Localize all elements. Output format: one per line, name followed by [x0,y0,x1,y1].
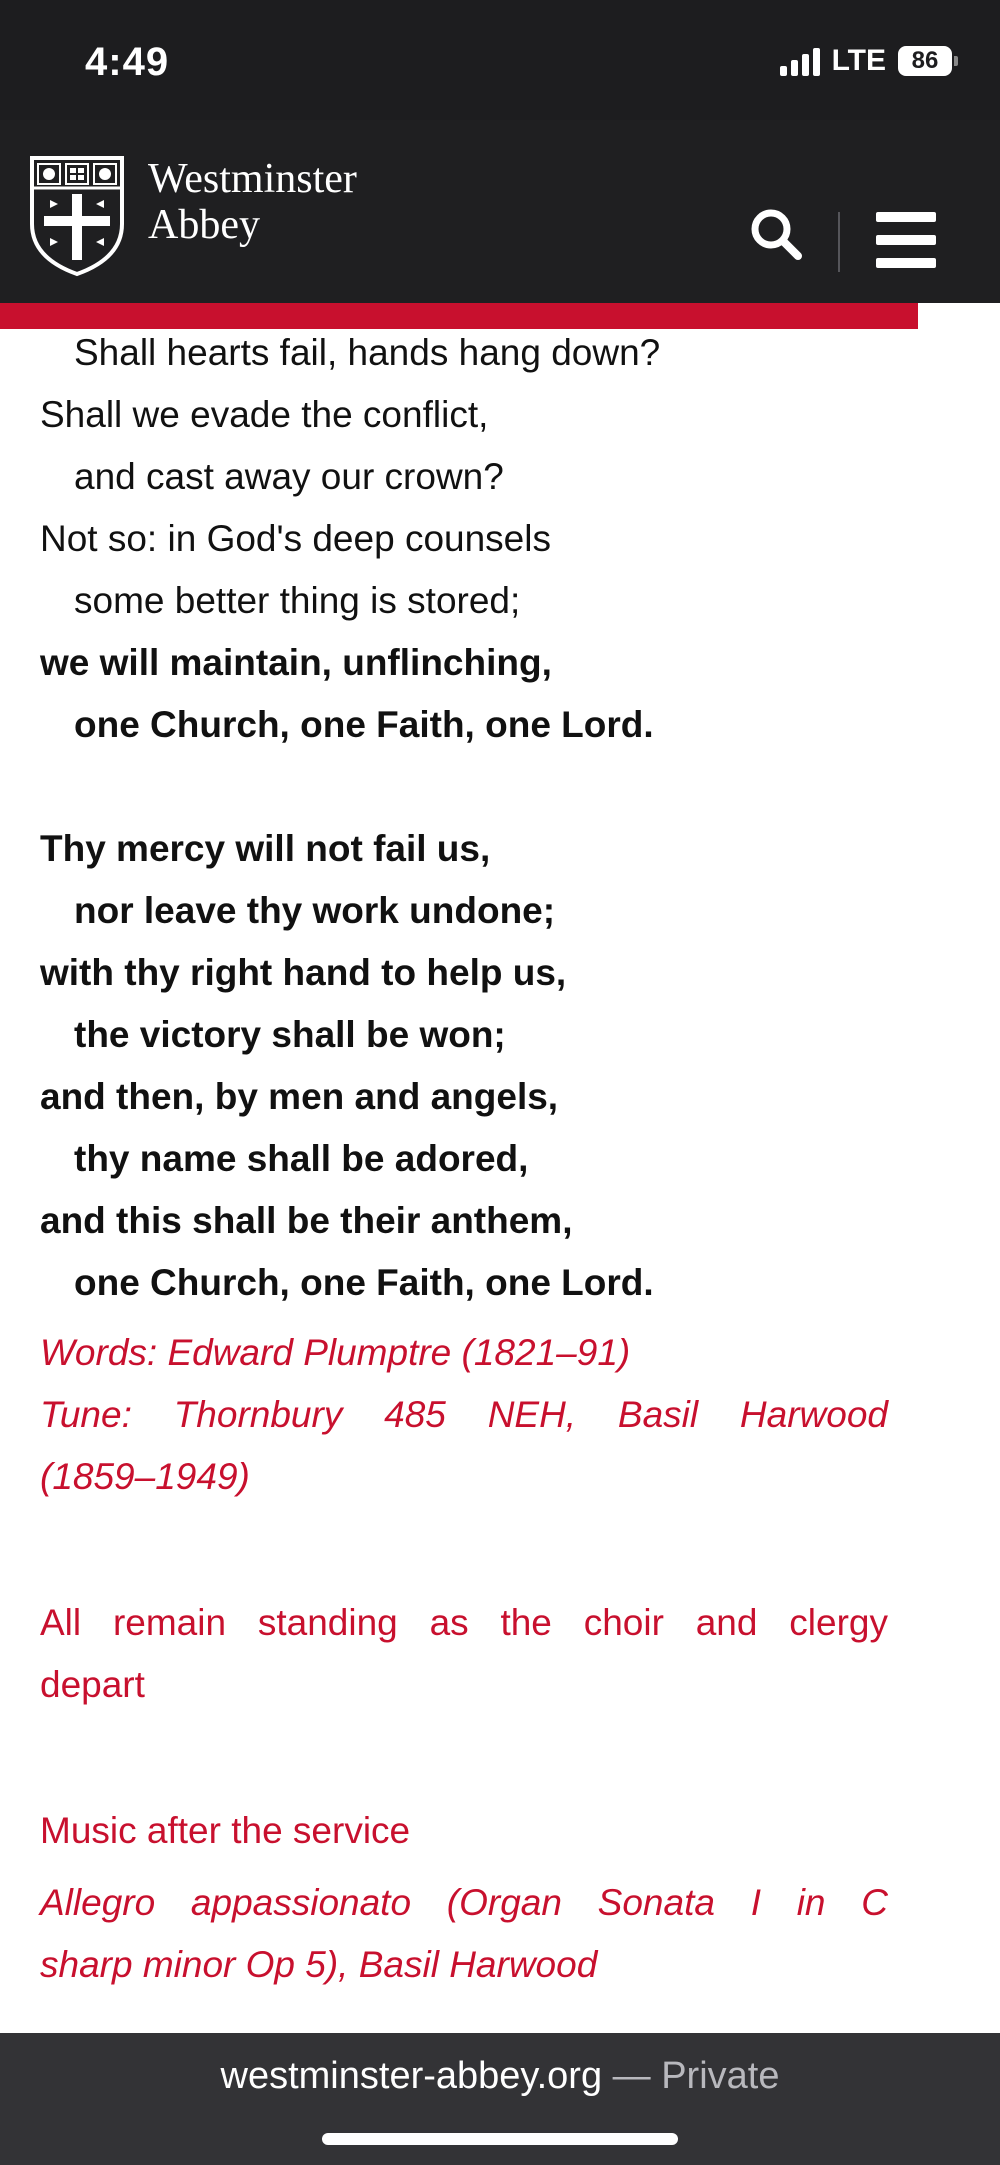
hamburger-menu-icon[interactable] [876,212,936,268]
logo-line-1: Westminster [148,156,357,202]
hymn-line: some better thing is stored; [74,580,521,621]
hymn-line: Shall we evade the conflict, [40,394,489,435]
voluntary-title-end: sharp minor Op 5), Basil Harwood [40,1944,598,1985]
verse-gap [40,756,888,818]
hymn-line: Shall hearts fail, hands hang down? [74,332,661,373]
hymn-line: one Church, one Faith, one Lord. [74,1262,654,1303]
hymn-line: thy name shall be adored, [74,1138,529,1179]
hymn-line: the victory shall be won; [74,1014,506,1055]
home-indicator[interactable] [322,2133,678,2145]
rubric-instruction-end: depart [40,1664,145,1705]
signal-strength-icon [780,46,820,76]
abbey-shield-logo-icon[interactable] [28,154,126,278]
status-time: 4:49 [85,40,170,84]
hymn-tune-credit-dates: (1859–1949) [40,1456,250,1497]
battery-icon [898,46,952,76]
hymn-line: and cast away our crown? [74,456,504,497]
logo-line-2: Abbey [148,202,260,248]
status-bar [0,0,1000,120]
site-header [0,120,1000,303]
music-after-heading: Music after the service [40,1810,411,1851]
url-domain: westminster-abbey.org [220,2055,603,2097]
browser-address-bar[interactable] [0,2033,1000,2165]
order-of-service-content [40,322,888,1996]
rubric-instruction: All remain standing as the choir and clergy [40,1602,888,1643]
hymn-line: one Church, one Faith, one Lord. [74,704,654,745]
battery-level: 86 [911,47,939,74]
hymn-line: Not so: in God's deep counsels [40,518,551,559]
network-type: LTE [831,44,886,77]
hymn-line: we will maintain, unflinching, [40,642,552,683]
hymn-line: and then, by men and angels, [40,1076,559,1117]
status-indicators [780,44,952,78]
hymn-line: with thy right hand to help us, [40,952,567,993]
private-mode-label: Private [661,2055,780,2097]
hymn-line: and this shall be their anthem, [40,1200,573,1241]
browser-url[interactable] [0,2055,1000,2098]
header-divider [838,212,840,272]
hymn-line: nor leave thy work undone; [74,890,556,931]
site-logo-text[interactable] [148,156,357,248]
hymn-words-credit: Words: Edward Plumptre (1821–91) [40,1332,631,1373]
url-separator: — [602,2055,662,2097]
voluntary-title: Allegro appassionato (Organ Sonata I in C [40,1882,888,1923]
search-icon[interactable] [748,206,804,262]
hymn-tune-credit: Tune: Thornbury 485 NEH, Basil Harwood [40,1394,888,1435]
hymn-line: Thy mercy will not fail us, [40,828,491,869]
